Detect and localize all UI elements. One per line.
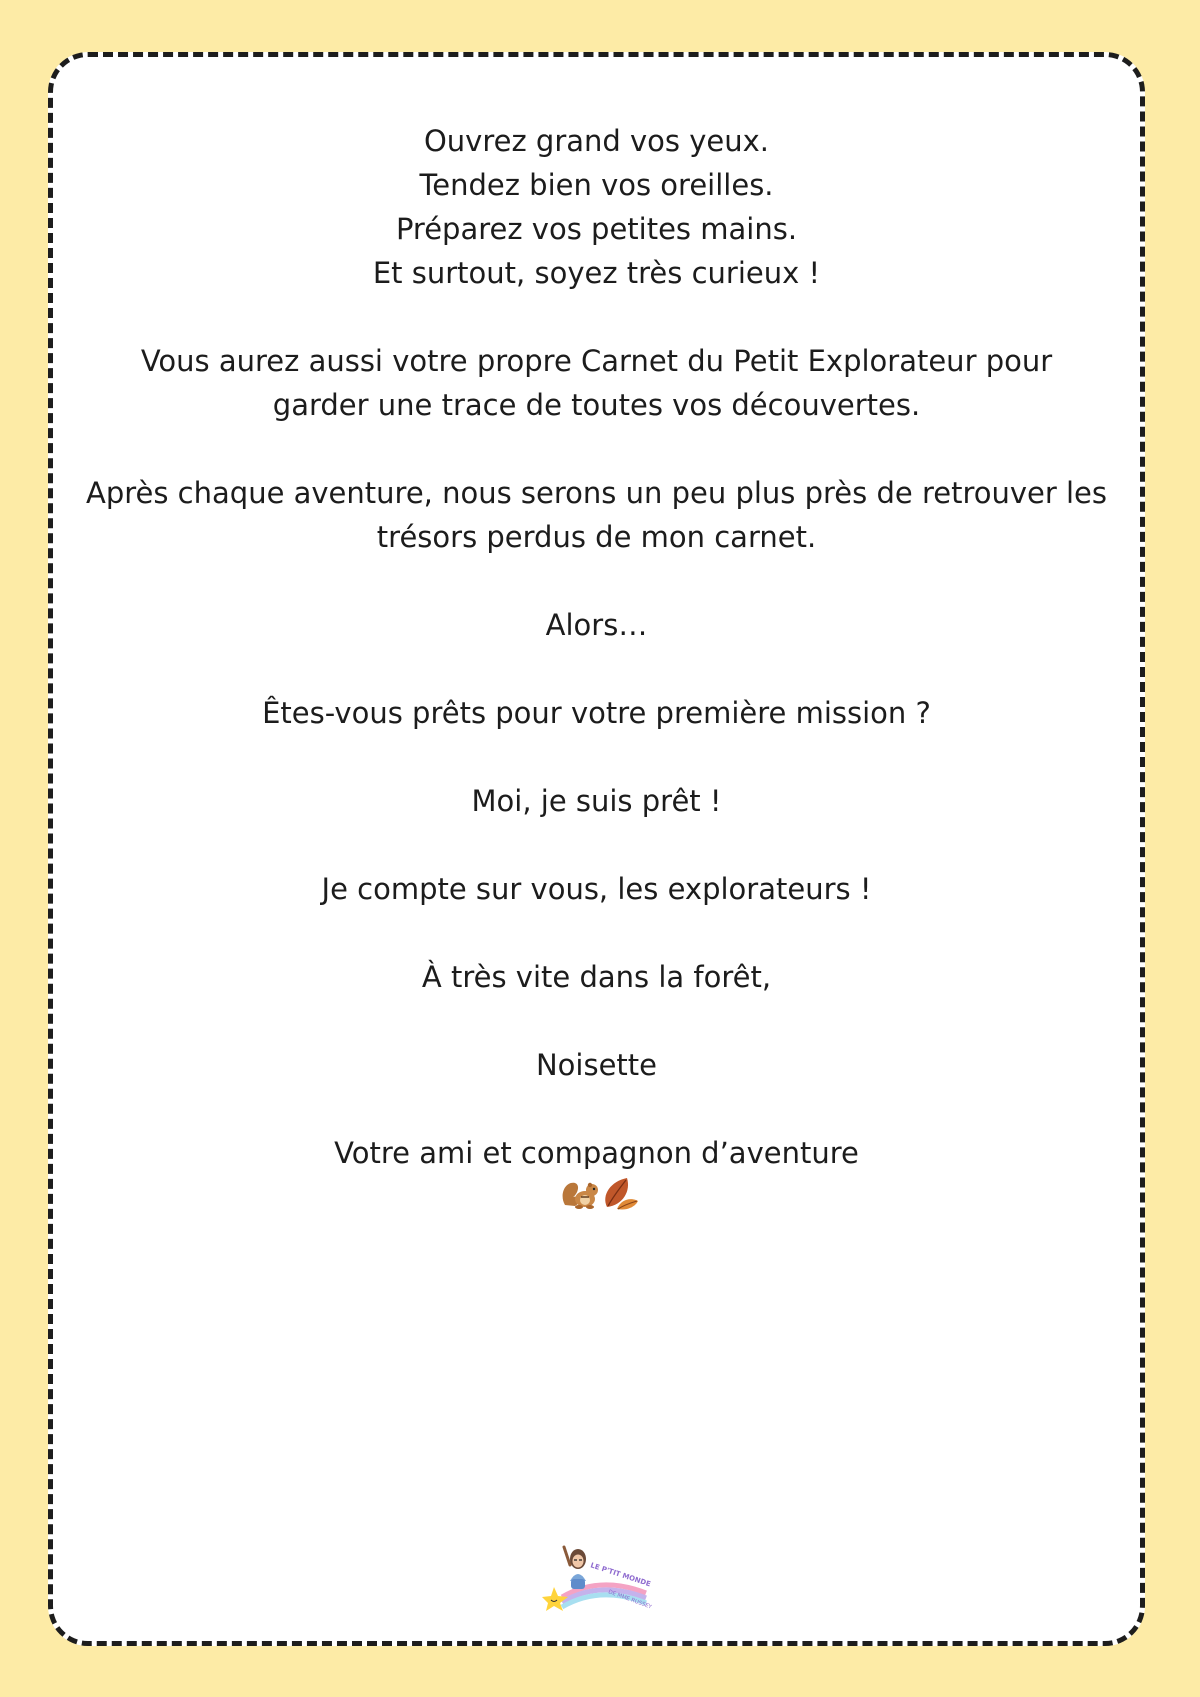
paragraph-alors: Alors… (545, 608, 648, 642)
letter-line: Et surtout, soyez très curieux ! (372, 256, 821, 290)
teacher-avatar-icon (564, 1547, 586, 1589)
letter-line: Ouvrez grand vos yeux. (423, 124, 770, 158)
paragraph-aventure (53, 471, 1140, 559)
paragraph-a-tres-vite: À très vite dans la forêt, (421, 960, 772, 994)
closing-icons (81, 1175, 1118, 1223)
closing-icons-svg (561, 1175, 639, 1211)
letter-line: garder une trace de toutes vos découvertes. (272, 388, 921, 422)
letter-body (53, 119, 1140, 1267)
signature: Noisette (535, 1048, 658, 1082)
letter-line: Tendez bien vos oreilles. (419, 168, 774, 202)
paragraph-question: Êtes-vous prêts pour votre première mission ? (262, 696, 931, 730)
closing-text: Votre ami et compagnon d’aventure (334, 1136, 859, 1170)
paragraph-instructions (53, 119, 1140, 295)
letter-line: Préparez vos petites mains. (395, 212, 798, 246)
logo-graphic (542, 1537, 652, 1611)
letter-card (48, 52, 1145, 1646)
letter-line: trésors perdus de mon carnet. (376, 520, 817, 554)
logo-text-bottom: DE MME RUSSEY (606, 1589, 652, 1611)
paragraph-carnet (53, 339, 1140, 427)
paragraph-compte: Je compte sur vous, les explorateurs ! (321, 872, 872, 906)
paragraph-moi: Moi, je suis prêt ! (471, 784, 722, 818)
paragraph-closing (53, 1131, 1140, 1223)
letter-line: Après chaque aventure, nous serons un peu plus près de retrouver les (85, 476, 1108, 510)
fallen-leaf-icon (605, 1178, 638, 1210)
chipmunk-icon (562, 1183, 597, 1209)
letter-line: Vous aurez aussi votre propre Carnet du Petit Explorateur pour (140, 344, 1053, 378)
le-ptit-monde-logo (542, 1537, 652, 1611)
logo-text-top: LE P'TIT MONDE (588, 1561, 652, 1589)
